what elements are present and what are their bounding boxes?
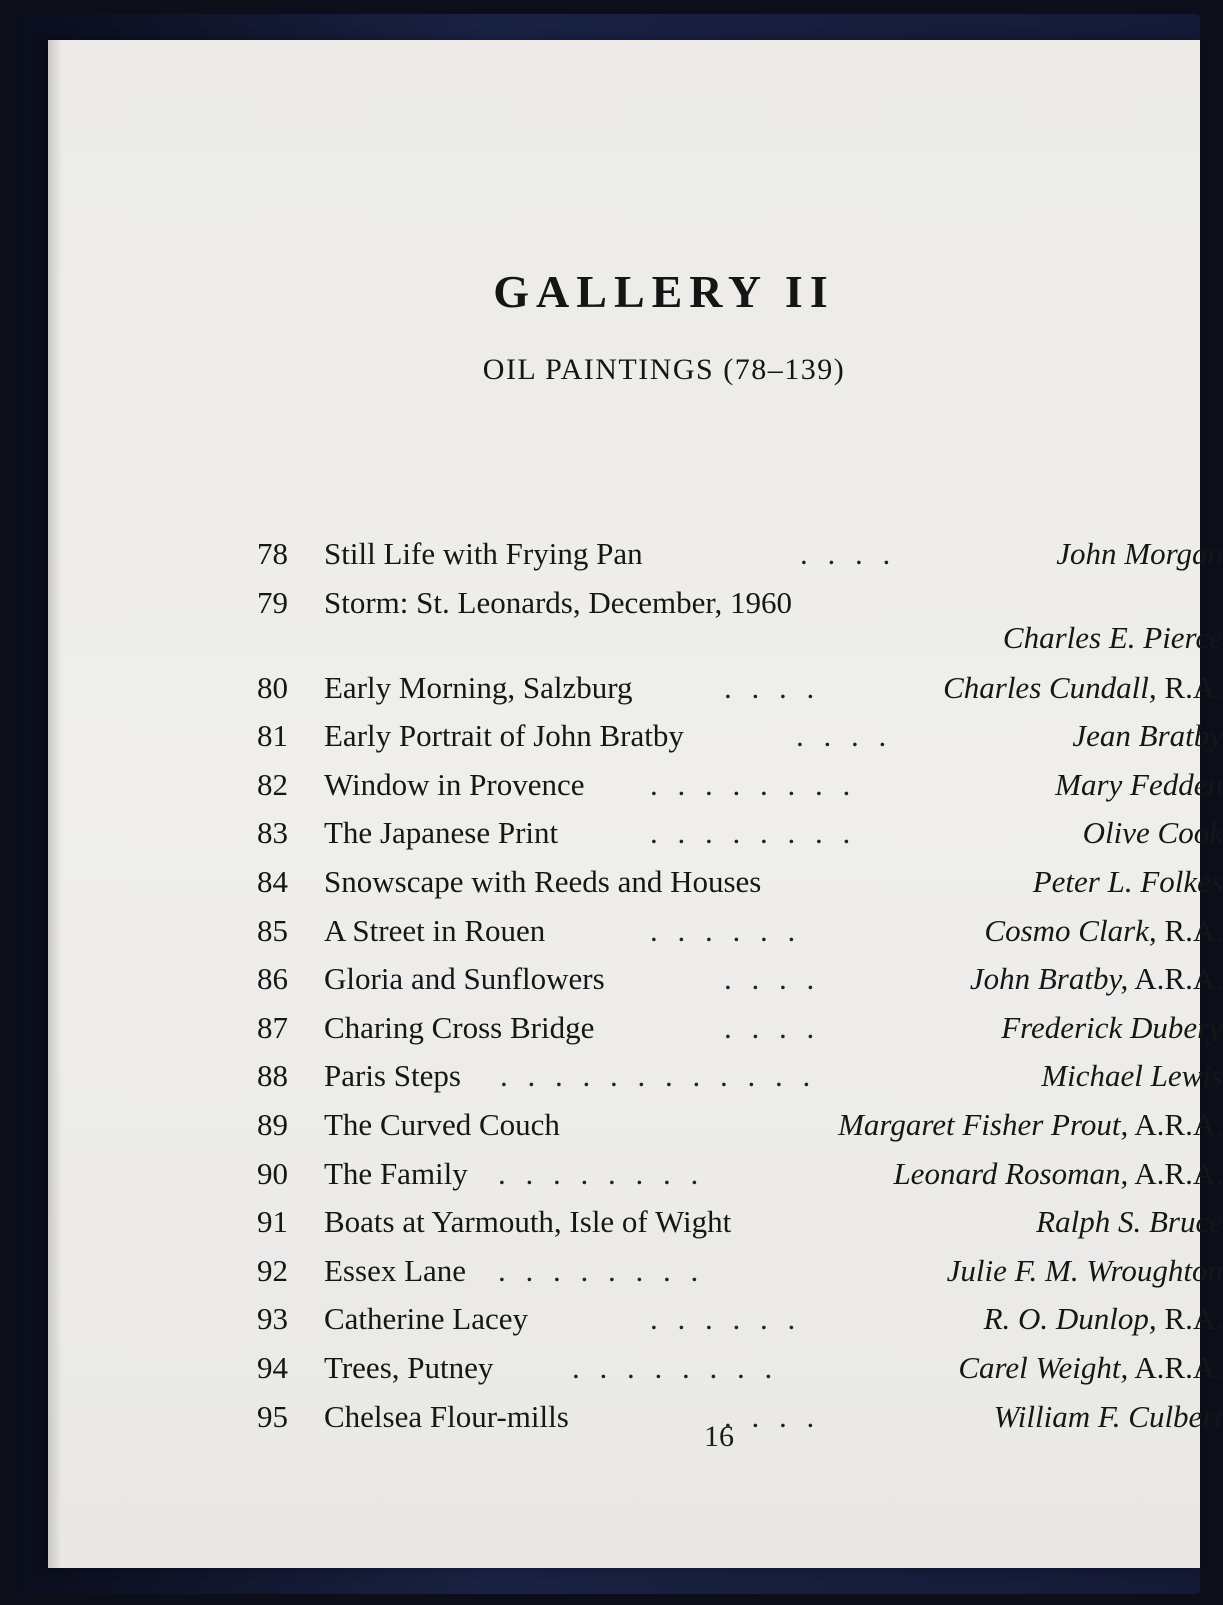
catalogue-entry-list <box>198 530 1223 1441</box>
catalogue-entry <box>198 858 1223 907</box>
catalogue-entry <box>198 712 1223 761</box>
entry-artist <box>1083 809 1223 858</box>
artist-honours: A.R.A. <box>1134 1106 1223 1142</box>
leader-dots: . . . . <box>796 718 893 754</box>
artist-name: John Morgan <box>1056 536 1223 571</box>
entry-artist <box>1001 1004 1223 1053</box>
section-subheading: OIL PAINTINGS (78–139) <box>482 353 846 386</box>
artist-name: John Bratby, <box>969 961 1129 997</box>
entry-artist <box>958 1344 1223 1393</box>
entry-number: 79 <box>257 584 288 620</box>
catalogue-page <box>48 40 1223 1568</box>
entry-title: The Family <box>324 1155 468 1191</box>
leader-dots: . . . . . . . . <box>498 1252 705 1288</box>
catalogue-entry <box>198 1101 1223 1150</box>
artist-honours: R.A. <box>1164 1301 1223 1337</box>
artist-name: Charles Cundall, <box>943 669 1157 705</box>
artist-honours: A.R.A. <box>1134 1155 1223 1191</box>
entry-title: Charing Cross Bridge <box>324 1009 595 1045</box>
entry-title: Catherine Lacey <box>324 1301 528 1337</box>
catalogue-entry <box>198 907 1223 956</box>
artist-name: Leonard Rosoman, <box>893 1155 1129 1191</box>
catalogue-entry <box>198 1295 1223 1344</box>
leader-dots: . . . . . . . . <box>498 1155 705 1191</box>
entry-number: 84 <box>257 863 288 899</box>
catalogue-entry <box>198 1052 1223 1101</box>
artist-name: William F. Culbert <box>993 1398 1223 1434</box>
entry-title: The Curved Couch <box>324 1106 560 1142</box>
entry-title: Paris Steps <box>324 1058 461 1094</box>
entry-number: 88 <box>257 1058 288 1094</box>
page-number: 16 <box>704 1420 734 1453</box>
catalogue-entry <box>198 761 1223 810</box>
entry-title: Chelsea Flour-mills <box>324 1398 569 1434</box>
artist-name: Mary Fedden <box>1055 766 1223 802</box>
entry-title: Early Portrait of John Bratby <box>324 718 684 754</box>
catalogue-entry <box>198 1247 1223 1296</box>
artist-name: Peter L. Folkes <box>1032 863 1223 899</box>
entry-number: 83 <box>257 815 288 851</box>
entry-title: Boats at Yarmouth, Isle of Wight <box>324 1204 732 1240</box>
leader-dots: . . . . . . . . . . . . <box>500 1058 817 1094</box>
catalogue-entry <box>198 1198 1223 1247</box>
artist-name: Charles E. Pierce <box>1002 619 1223 655</box>
entry-artist <box>1041 1052 1223 1101</box>
artist-honours: A.R.A. <box>1134 1349 1223 1385</box>
entry-title: Snowscape with Reeds and Houses <box>324 863 762 899</box>
catalogue-entry <box>198 1344 1223 1393</box>
gallery-heading: GALLERY II <box>493 266 835 317</box>
leader-dots: . . . . <box>724 961 821 997</box>
artist-name: Cosmo Clark, <box>984 912 1157 948</box>
leader-dots: . . . . . . <box>650 1301 802 1337</box>
leader-dots: . . . . . . . . <box>650 815 857 851</box>
entry-number: 93 <box>257 1301 288 1337</box>
artist-name: Olive Cook <box>1082 815 1223 851</box>
entry-artist <box>970 955 1223 1004</box>
entry-title: The Japanese Print <box>324 815 559 851</box>
artist-name: R. O. Dunlop, <box>983 1301 1157 1337</box>
entry-number: 80 <box>257 669 288 705</box>
entry-title: Early Morning, Salzburg <box>324 669 633 705</box>
leader-dots: . . . . <box>800 536 897 571</box>
entry-number: 86 <box>257 961 288 997</box>
leader-dots: . . . . <box>724 1009 821 1045</box>
entry-title: Window in Provence <box>324 766 585 802</box>
entry-artist <box>1072 712 1223 761</box>
entry-number: 82 <box>257 766 288 802</box>
entry-number: 90 <box>257 1155 288 1191</box>
entry-artist <box>984 907 1223 956</box>
artist-honours: A.R.A. <box>1134 961 1223 997</box>
artist-honours: R.A. <box>1164 669 1223 705</box>
entry-number: 91 <box>257 1204 288 1240</box>
entry-artist <box>1033 858 1223 907</box>
leader-dots: . . . . . . . . <box>572 1349 779 1385</box>
entry-artist <box>943 664 1223 713</box>
artist-name: Jean Bratby <box>1072 718 1223 754</box>
entry-number: 78 <box>257 536 288 571</box>
leader-dots: . . . . <box>724 1398 821 1434</box>
catalogue-entry <box>198 579 1223 664</box>
entry-title: Storm: St. Leonards, December, 1960 <box>324 584 792 620</box>
leader-dots: . . . . . . . . <box>650 766 857 802</box>
artist-name: Julie F. M. Wroughton <box>946 1252 1223 1288</box>
artist-name: Frederick Dubery <box>1001 1009 1223 1045</box>
entry-number: 87 <box>257 1009 288 1045</box>
catalogue-entry <box>198 809 1223 858</box>
leader-dots: . . . . . . <box>650 912 802 948</box>
catalogue-entry <box>198 530 1223 579</box>
catalogue-entry <box>198 664 1223 713</box>
entry-artist <box>1036 1198 1223 1247</box>
entry-artist <box>1056 530 1223 579</box>
entry-artist <box>893 1150 1223 1199</box>
entry-number: 92 <box>257 1252 288 1288</box>
entry-title: A Street in Rouen <box>324 912 546 948</box>
entry-artist <box>838 1101 1223 1150</box>
artist-name: Margaret Fisher Prout, <box>838 1106 1129 1142</box>
catalogue-entry <box>198 1150 1223 1199</box>
entry-artist <box>984 1295 1223 1344</box>
entry-artist <box>1055 761 1223 810</box>
artist-name: Carel Weight, <box>958 1349 1129 1385</box>
entry-number: 81 <box>257 718 288 754</box>
entry-number: 89 <box>257 1106 288 1142</box>
entry-title: Gloria and Sunflowers <box>324 961 605 997</box>
artist-name: Ralph S. Bruce <box>1036 1204 1223 1240</box>
entry-title: Trees, Putney <box>324 1349 494 1385</box>
leader-dots: . . . . <box>724 669 821 705</box>
catalogue-entry <box>198 1004 1223 1053</box>
entry-title: Still Life with Frying Pan <box>324 536 643 571</box>
artist-name: Michael Lewis <box>1041 1058 1223 1094</box>
catalogue-entry <box>198 955 1223 1004</box>
entry-artist <box>1003 614 1223 663</box>
entry-artist <box>947 1247 1223 1296</box>
entry-number: 95 <box>257 1398 288 1434</box>
entry-number: 94 <box>257 1349 288 1385</box>
entry-title: Essex Lane <box>324 1252 467 1288</box>
entry-number: 85 <box>257 912 288 948</box>
artist-honours: R.A. <box>1164 912 1223 948</box>
